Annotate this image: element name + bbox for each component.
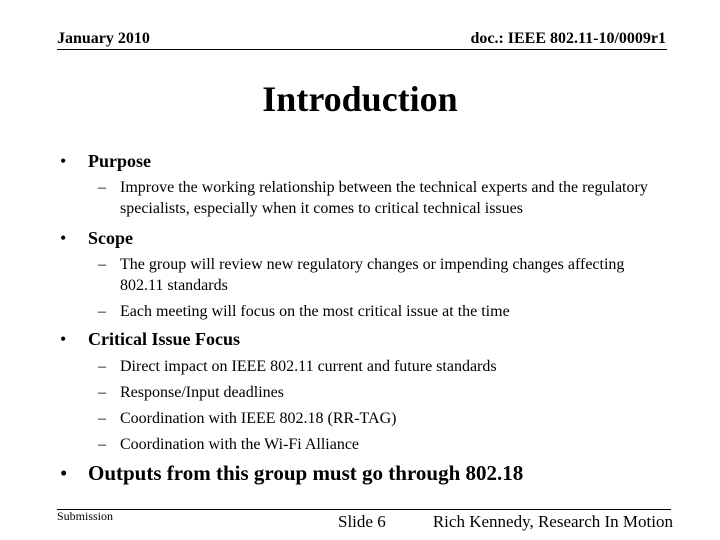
footer-author: Rich Kennedy, Research In Motion: [432, 512, 673, 531]
sub-text: Coordination with IEEE 802.18 (RR-TAG): [120, 410, 397, 427]
sub-marker: –: [98, 179, 106, 196]
header-rule: [57, 49, 667, 50]
header-doc-id: doc.: IEEE 802.11-10/0009r1: [470, 30, 666, 47]
sub-text: Response/Input deadlines: [120, 384, 284, 401]
bullet-scope: [60, 228, 133, 248]
footer-rule: [57, 509, 671, 510]
bullet-label: Critical Issue Focus: [88, 329, 240, 349]
bullet-marker: •: [60, 461, 68, 485]
sub-text: Direct impact on IEEE 802.11 current and future standards: [120, 358, 497, 375]
sub-item: [98, 382, 668, 403]
bullet-label: Outputs from this group must go through 802.18: [88, 461, 524, 485]
slide-title: Introduction: [262, 79, 458, 119]
bullet-marker: •: [60, 151, 67, 171]
sub-item: [98, 408, 668, 429]
bullet-label: Scope: [88, 228, 133, 248]
sub-text: The group will review new regulatory changes or impending changes affecting 802.11 standards: [120, 256, 625, 294]
sub-item: [98, 301, 668, 322]
sub-text: Improve the working relationship between the technical experts and the regulatory specialists, especially when it comes to critical technical issues: [120, 179, 648, 217]
bullet-critical-issue-focus: [60, 329, 240, 349]
bullet-purpose: [60, 151, 151, 171]
sub-marker: –: [98, 384, 106, 401]
sub-item: [98, 434, 668, 455]
sub-text: Each meeting will focus on the most critical issue at the time: [120, 303, 510, 320]
sub-marker: –: [98, 436, 106, 453]
sub-marker: –: [98, 256, 106, 273]
bullet-marker: •: [60, 228, 67, 248]
sub-marker: –: [98, 410, 106, 427]
header-date: January 2010: [57, 30, 150, 47]
bullet-outputs: [60, 461, 523, 485]
sub-item: [98, 254, 668, 296]
footer-slide-number: Slide 6: [338, 512, 386, 531]
footer-submission: Submission: [57, 509, 114, 523]
sub-text: Coordination with the Wi-Fi Alliance: [120, 436, 360, 453]
sub-item: [98, 356, 668, 377]
sub-item: [98, 177, 668, 219]
sub-marker: –: [98, 358, 106, 375]
bullet-label: Purpose: [88, 151, 151, 171]
sub-marker: –: [98, 303, 106, 320]
bullet-marker: •: [60, 329, 67, 349]
